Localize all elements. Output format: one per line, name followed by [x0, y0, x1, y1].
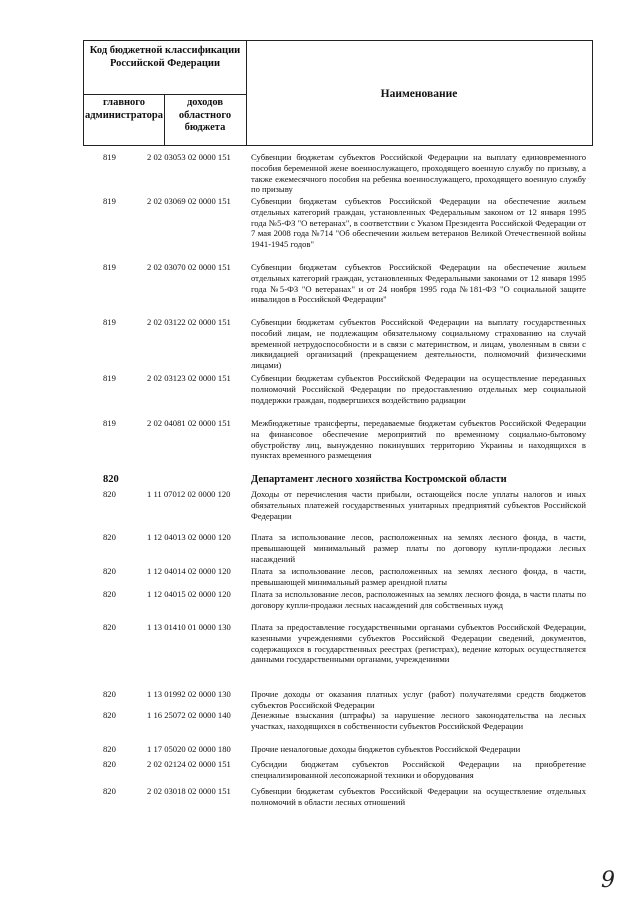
revenue-code: 1 11 07012 02 0000 120: [147, 489, 231, 499]
admin-code: 819: [103, 196, 116, 206]
revenue-code: 2 02 03070 02 0000 151: [147, 262, 231, 272]
admin-code: 820: [103, 759, 116, 769]
admin-code: 820: [103, 622, 116, 632]
revenue-code: 2 02 03053 02 0000 151: [147, 152, 231, 162]
revenue-code: 2 02 04081 02 0000 151: [147, 418, 231, 428]
row-description: Межбюджетные трансферты, передаваемые бюджетам субъектов Российской Федерации на финансовое обеспечение мероприятий по временному социально-бытовому обустройству лиц, вынужденно покинувших территорию Украины и находящихся в пунктах временного размещения: [251, 418, 586, 461]
admin-code: 820: [103, 489, 116, 499]
revenue-code: 2 02 02124 02 0000 151: [147, 759, 231, 769]
row-description: Субсидии бюджетам субъектов Российской Федерации на приобретение специализированной лесопожарной техники и оборудования: [251, 759, 586, 780]
header-regional-revenue: доходов областного бюджета: [178, 97, 232, 133]
revenue-code: 2 02 03018 02 0000 151: [147, 786, 231, 796]
row-description: Субвенции бюджетам субъектов Российской Федерации на выплату государственных пособий лицам, не подлежащим обязательному социальному страхованию на случай временной нетрудоспособности и в связи с материнством, и лицам, уволенным в связи с ликвидацией организаций (прекращением деятельности, полномочий физическими лицами): [251, 317, 586, 371]
row-description: Субвенции бюджетам субъектов Российской Федерации на обеспечение жильем отдельных категорий граждан, установленных Федеральным законом от 12 января 1995 года №5-ФЗ "О ветеранах", в соответствии с Указом Президента Российской Федерации от 7 мая 2008 года №714 "Об обеспечении жильем ветеранов Великой Отечественной войны 1941-1945 годов": [251, 196, 586, 250]
row-description: Плата за предоставление государственными органами субъектов Российской Федерации, казенными учреждениями субъектов Российской Федерации сведений, документов, содержащихся в государственных реестрах (регистрах), ведение которых осуществляется данными государственными органами, учреждениями: [251, 622, 586, 665]
header-main-admin: главного администратора: [85, 97, 163, 121]
revenue-code: 2 02 03069 02 0000 151: [147, 196, 231, 206]
admin-code: 820: [103, 566, 116, 576]
row-description: Прочие неналоговые доходы бюджетов субъектов Российской Федерации: [251, 744, 521, 754]
row-description: Плата за использование лесов, расположенных на землях лесного фонда, в части, превышающей минимальный размер платы по договору купли-продажи лесных насаждений: [251, 532, 586, 564]
revenue-code: 2 02 03123 02 0000 151: [147, 373, 231, 383]
header-budget-code: Код бюджетной классификации Российской Федерации: [89, 45, 241, 69]
admin-code: 820: [103, 710, 116, 720]
row-description: Субвенции бюджетам субъектов Российской Федерации на осуществление отдельных полномочий в области лесных отношений: [251, 786, 586, 807]
header-name: Наименование: [380, 88, 458, 100]
admin-code: 819: [103, 418, 116, 428]
revenue-code: 1 12 04015 02 0000 120: [147, 589, 231, 599]
admin-code: 819: [103, 317, 116, 327]
revenue-code: 1 16 25072 02 0000 140: [147, 710, 231, 720]
admin-code: 820: [103, 786, 116, 796]
admin-code: 820: [103, 532, 116, 542]
table-header: [83, 40, 593, 146]
revenue-code: 1 17 05020 02 0000 180: [147, 744, 231, 754]
revenue-code: 1 12 04014 02 0000 120: [147, 566, 231, 576]
revenue-code: 1 12 04013 02 0000 120: [147, 532, 231, 542]
row-description: Плата за использование лесов, расположенных на землях лесного фонда, в части, превышающей минимальный размер арендной платы: [251, 566, 586, 587]
row-description: Денежные взыскания (штрафы) за нарушение лесного законодательства на лесных участках, находящихся в собственности субъектов Российской Федерации: [251, 710, 586, 731]
admin-code: 819: [103, 152, 116, 162]
row-description: Доходы от перечисления части прибыли, остающейся после уплаты налогов и иных обязательных платежей государственных унитарных предприятий субъектов Российской Федерации: [251, 489, 586, 521]
admin-code: 820: [103, 589, 116, 599]
revenue-code: 2 02 03122 02 0000 151: [147, 317, 231, 327]
row-description: Субвенции бюджетам субъектов Российской Федерации на выплату единовременного пособия беременной жене военнослужащего, проходящего военную службу по призыву, а также ежемесячного пособия на ребенка военнослужащего, проходящего военную службу по призыву: [251, 152, 586, 195]
department-code: 820: [103, 474, 119, 485]
admin-code: 820: [103, 689, 116, 699]
admin-code: 819: [103, 262, 116, 272]
admin-code: 820: [103, 744, 116, 754]
page-number: 9: [601, 868, 615, 893]
header-divider-horizontal: [84, 94, 246, 95]
row-description: Прочие доходы от оказания платных услуг (работ) получателями средств бюджетов субъектов Российской Федерации: [251, 689, 586, 710]
row-description: Плата за использование лесов, расположенных на землях лесного фонда, в части платы по договору купли-продажи лесных насаждений для собственных нужд: [251, 589, 586, 610]
admin-code: 819: [103, 373, 116, 383]
row-description: Субвенции бюджетам субъектов Российской Федерации на обеспечение жильем отдельных категорий граждан, установленных Федеральными законами от 12 января 1995 года №5-ФЗ "О ветеранах" и от 24 ноября 1995 года №181-ФЗ "О социальной защите инвалидов в Российской Федерации": [251, 262, 586, 305]
row-description: Субвенции бюджетам субъектов Российской Федерации на осуществление переданных полномочий Российской Федерации по предоставлению отдельных мер социальной поддержки граждан, подвергшихся воздействию радиации: [251, 373, 586, 405]
department-title: Департамент лесного хозяйства Костромской области: [251, 474, 507, 485]
revenue-code: 1 13 01410 01 0000 130: [147, 622, 231, 632]
revenue-code: 1 13 01992 02 0000 130: [147, 689, 231, 699]
